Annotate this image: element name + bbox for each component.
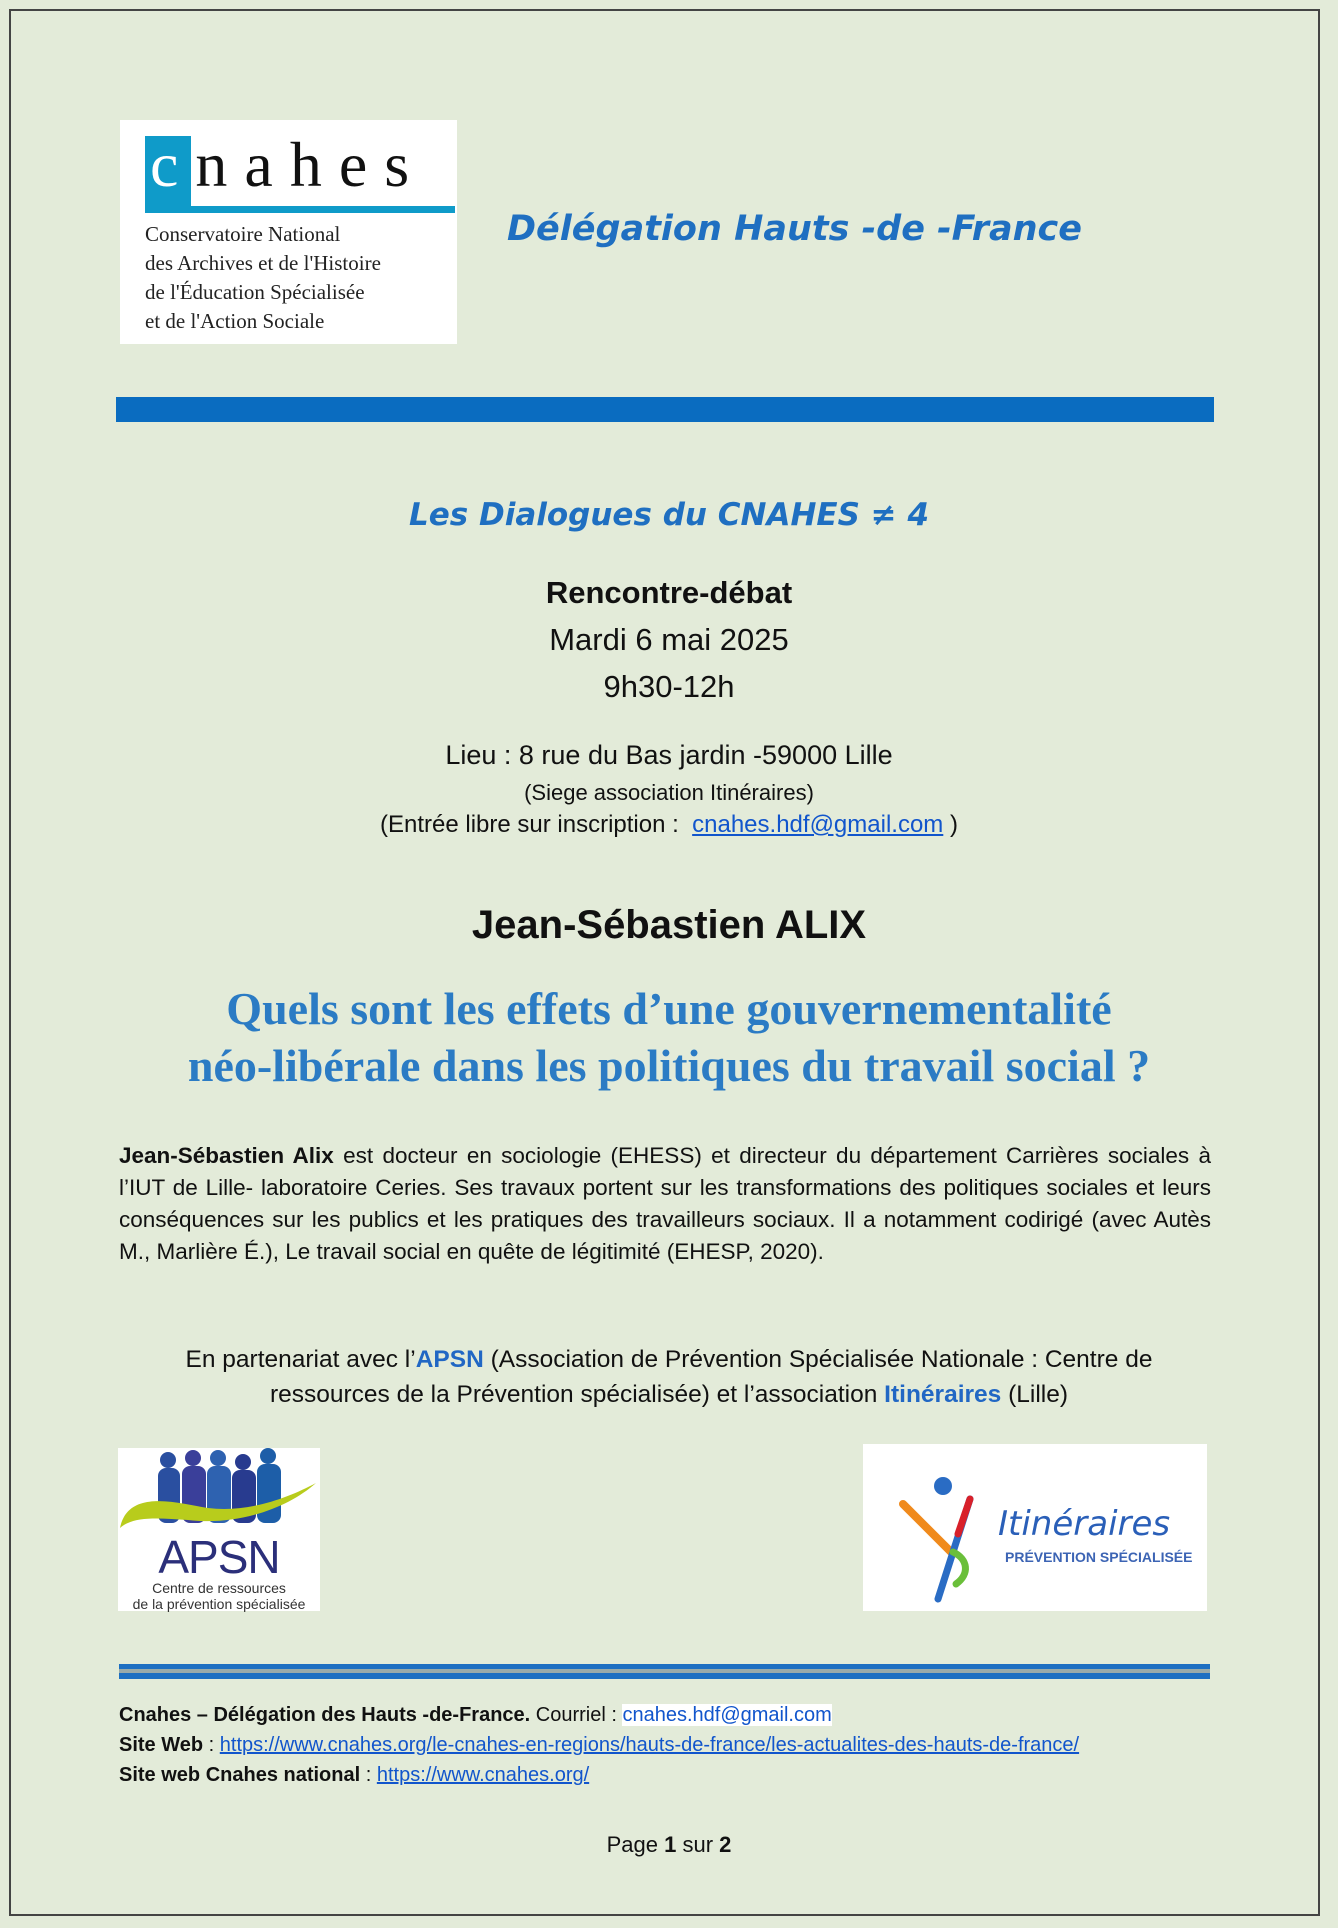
footer-national-site: Site web Cnahes national : https://www.cnahes.org/ [119,1764,590,1786]
event-date: Mardi 6 mai 2025 [549,622,789,657]
apsn-logo: APSN Centre de ressources de la prévention spécialisée [118,1448,320,1611]
people-silhouettes-icon [118,1448,320,1538]
event-type: Rencontre-débat [545,575,793,610]
talk-title: Quels sont les effets d’une gouvernementalité néo-libérale dans les politiques du travail social ? [187,983,1151,1091]
footer-email-link[interactable]: cnahes.hdf@gmail.com [622,1704,832,1726]
footer-national-link[interactable]: https://www.cnahes.org/ [376,1764,590,1786]
event-place: Lieu : 8 rue du Bas jardin -59000 Lille [445,740,893,770]
speaker-name: Jean-Sébastien ALIX [471,903,867,947]
event-time: 9h30-12h [603,669,735,704]
delegation-title: Délégation Hauts -de -France [507,209,1083,249]
itineraires-figure-icon [898,1474,998,1604]
series-title: Les Dialogues du CNAHES ≠ 4 [408,497,930,533]
footer-contact: Cnahes – Délégation des Hauts -de-France. Courriel : cnahes.hdf@gmail.com [119,1704,832,1726]
speaker-bio: Jean-Sébastien Alix est docteur en sociologie (EHESS) et directeur du département Carrières sociales à l’IUT de Lille- laboratoire Ceries. Ses travaux portent sur les transformations des politiques sociales et leurs conséquences sur les publics et les pratiques des travailleurs sociaux. Il a notamment codirigé (avec Autès M., Marlière É.), Le travail social en quête de légitimité (EHESP, 2020). [119,1143,1211,1264]
partners-text: En partenariat avec l’APSN (Association de Prévention Spécialisée Nationale : Centre de ressources de la Prévention spécialisée) et l’association Itinéraires (Lille) [185,1346,1153,1408]
page-number: Page 1 sur 2 [606,1832,732,1857]
cnahes-logo: cnahes Conservatoire National des Archives et de l'Histoire de l'Éducation Spécialisée et de l'Action Sociale [120,120,457,344]
footer-rule [119,1664,1210,1679]
footer-website-link[interactable]: https://www.cnahes.org/le-cnahes-en-regions/hauts-de-france/les-actualites-des-hauts-de-france/ [219,1734,1080,1756]
footer-website: Site Web : https://www.cnahes.org/le-cnahes-en-regions/hauts-de-france/les-actualites-des-hauts-de-france/ [119,1734,1080,1756]
place-note: (Siege association Itinéraires) [524,780,814,805]
itineraires-logo: Itinéraires PRÉVENTION SPÉCIALISÉE [863,1444,1207,1611]
entry-line: (Entrée libre sur inscription : cnahes.hdf@gmail.com ) [380,811,958,838]
header-rule [116,397,1214,422]
entry-email-link[interactable]: cnahes.hdf@gmail.com [692,811,944,838]
